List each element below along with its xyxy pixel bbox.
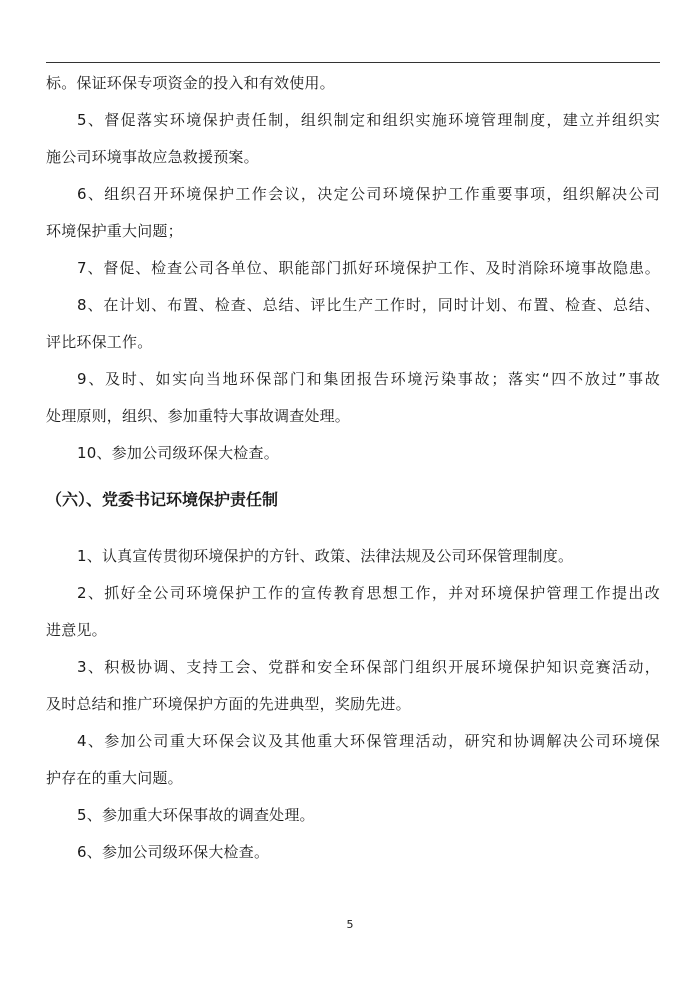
header-rule [46,62,660,63]
text-line: 8、在计划、布置、检查、总结、评比生产工作时，同时计划、布置、检查、总结、 [77,296,660,314]
text-line: 7、督促、检查公司各单位、职能部门抓好环境保护工作、及时消除环境事故隐患。 [77,259,660,277]
text-line: 施公司环境事故应急救援预案。 [46,148,259,166]
text-line: 标。保证环保专项资金的投入和有效使用。 [46,74,335,92]
text-line: 1、认真宣传贯彻环境保护的方针、政策、法律法规及公司环保管理制度。 [77,547,574,565]
text-line: 护存在的重大问题。 [46,769,183,787]
text-line: 6、组织召开环境保护工作会议，决定公司环境保护工作重要事项，组织解决公司 [77,185,660,203]
text-line: 处理原则，组织、参加重特大事故调查处理。 [46,407,351,425]
text-line: 及时总结和推广环境保护方面的先进典型，奖励先进。 [46,695,411,713]
text-line: 10、参加公司级环保大检查。 [77,444,279,462]
text-line: 4、参加公司重大环保会议及其他重大环保管理活动，研究和协调解决公司环境保 [77,732,660,750]
section-heading: （六）、党委书记环境保护责任制 [46,490,279,509]
text-line: 环境保护重大问题； [46,222,183,240]
text-line: 5、督促落实环境保护责任制，组织制定和组织实施环境管理制度，建立并组织实 [77,111,660,129]
text-line: 进意见。 [46,621,107,639]
text-line: 3、积极协调、支持工会、党群和安全环保部门组织开展环境保护知识竞赛活动， [77,658,660,676]
page-number: 5 [346,918,354,931]
text-line: 2、抓好全公司环境保护工作的宣传教育思想工作，并对环境保护管理工作提出改 [77,584,660,602]
text-line: 5、参加重大环保事故的调查处理。 [77,806,315,824]
text-line: 9、及时、如实向当地环保部门和集团报告环境污染事故；落实“四不放过”事故 [77,370,660,388]
text-line: 评比环保工作。 [46,333,153,351]
text-line: 6、参加公司级环保大检查。 [77,843,270,861]
